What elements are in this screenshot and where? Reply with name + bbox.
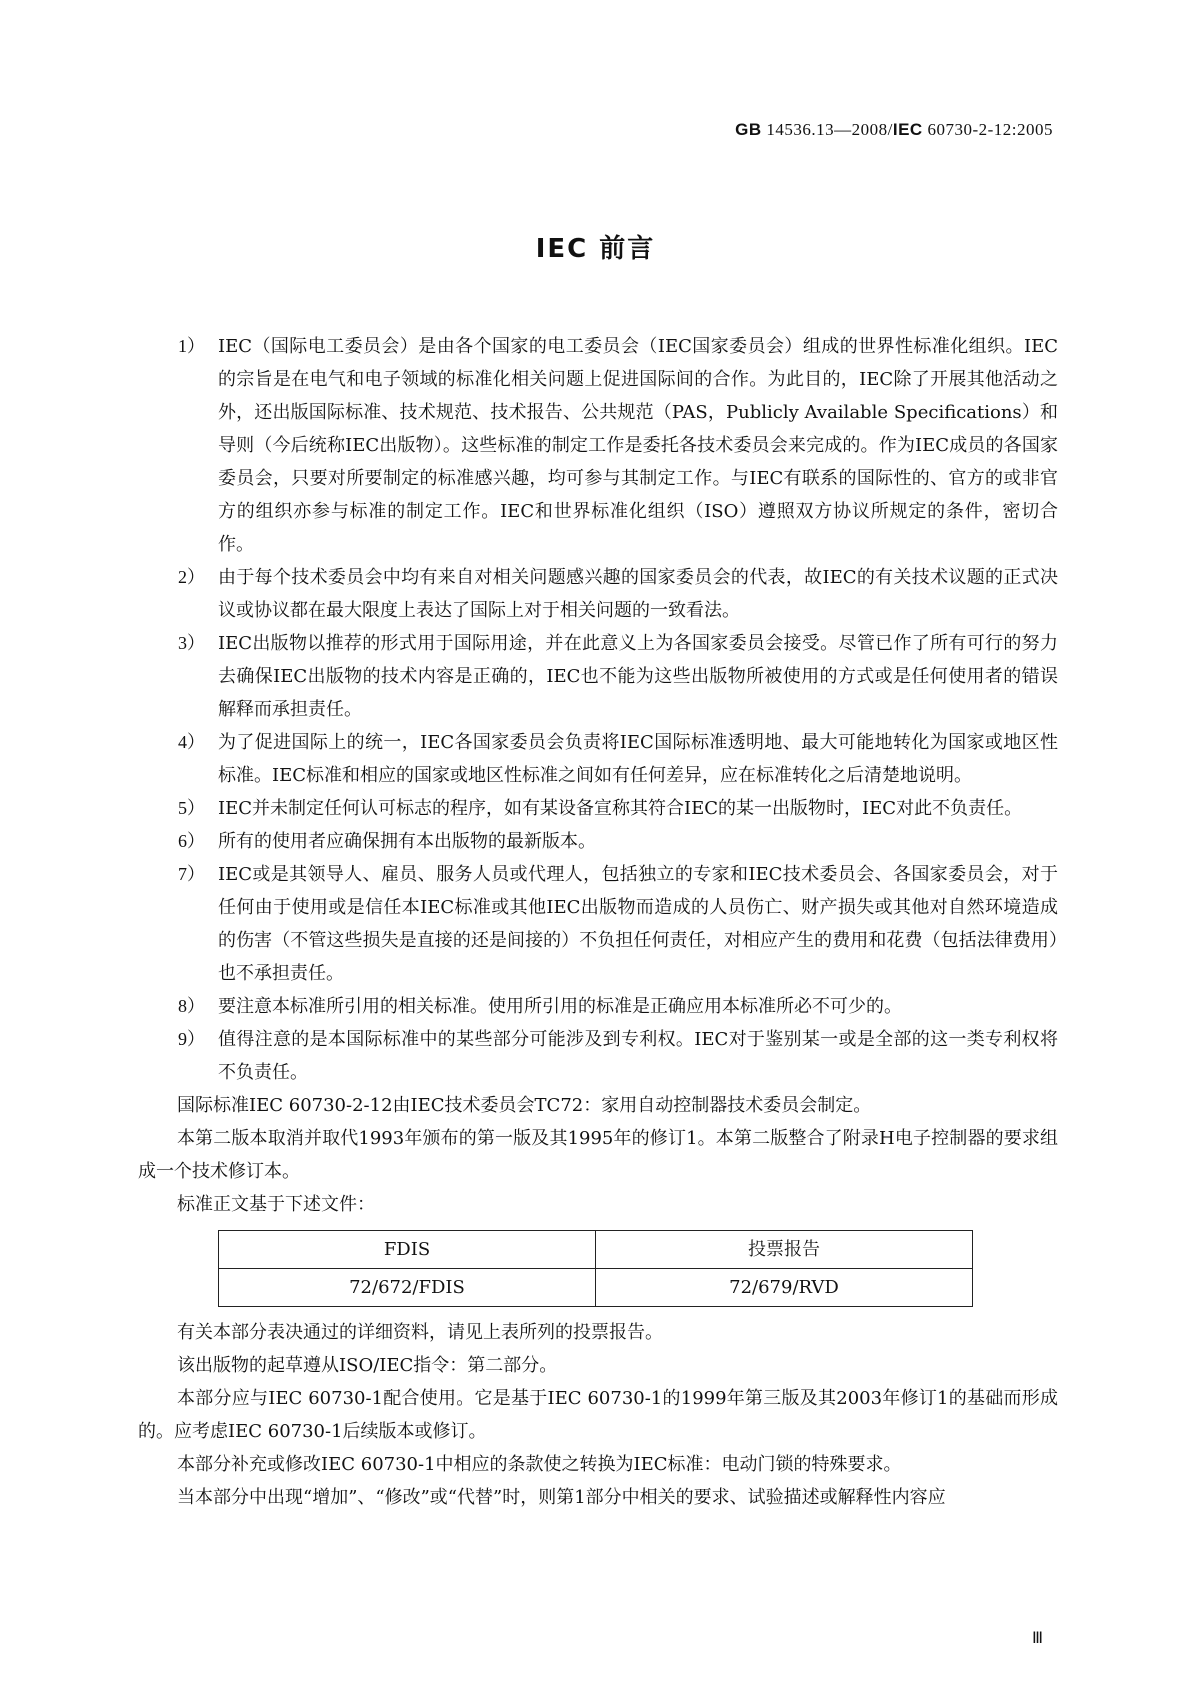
list-item — [138, 726, 1058, 792]
voting-table — [218, 1230, 973, 1307]
item-text: IEC并未制定任何认可标志的程序，如有某设备宣称其符合IEC的某一出版物时，IEC对此不负责任。 — [218, 798, 1023, 819]
table-cell-fdis: 72/672/FDIS — [219, 1269, 596, 1307]
list-item — [138, 561, 1058, 627]
list-item — [138, 627, 1058, 726]
header-number: 14536.13—2008/ — [766, 120, 893, 139]
item-number: 8） — [178, 996, 205, 1016]
list-item — [138, 792, 1058, 825]
table-row — [219, 1269, 973, 1307]
list-item — [138, 858, 1058, 990]
paragraph-supplement: 本部分补充或修改IEC 60730-1中相应的条款使之转换为IEC标准：电动门锁的特殊要求。 — [177, 1454, 902, 1475]
item-text: IEC或是其领导人、雇员、服务人员或代理人，包括独立的专家和IEC技术委员会、各国家委员会，对于任何由于使用或是信任本IEC标准或其他IEC出版物而造成的人员伤亡、财产损失或其他对自然环境造成的伤害（不管这些损失是直接的还是间接的）不负担任何责任，对相应产生的费用和花费（包括法律费用）也不承担责任。 — [218, 864, 1058, 984]
item-number: 4） — [178, 732, 205, 752]
page-content — [138, 330, 1058, 1514]
item-text: 为了促进国际上的统一，IEC各国家委员会负责将IEC国际标准透明地、最大可能地转化为国家或地区性标准。IEC标准和相应的国家或地区性标准之间如有任何差异，应在标准转化之后清楚地说明。 — [218, 732, 1058, 786]
page-number: Ⅲ — [1031, 1630, 1043, 1647]
page-title: IEC 前言 — [535, 234, 656, 264]
header-iec-number: 60730-2-12:2005 — [927, 120, 1053, 139]
paragraph-tc72: 国际标准IEC 60730-2-12由IEC技术委员会TC72：家用自动控制器技术委员会制定。 — [177, 1095, 872, 1116]
item-text: IEC出版物以推荐的形式用于国际用途，并在此意义上为各国家委员会接受。尽管已作了所有可行的努力去确保IEC出版物的技术内容是正确的，IEC也不能为这些出版物所被使用的方式或是任何使用者的错误解释而承担责任。 — [218, 633, 1058, 720]
paragraph-edition: 本第二版本取消并取代1993年颁布的第一版及其1995年的修订1。本第二版整合了附录H电子控制器的要求组成一个技术修订本。 — [138, 1128, 1058, 1182]
table-cell-rvd: 72/679/RVD — [596, 1269, 973, 1307]
paragraph-directives: 该出版物的起草遵从ISO/IEC指令：第二部分。 — [177, 1355, 558, 1376]
item-number: 5） — [178, 798, 205, 818]
item-number: 3） — [178, 633, 205, 653]
item-number: 2） — [178, 567, 205, 587]
list-item — [138, 330, 1058, 561]
item-text: 所有的使用者应确保拥有本出版物的最新版本。 — [218, 831, 596, 852]
item-text: 由于每个技术委员会中均有来自对相关问题感兴趣的国家委员会的代表，故IEC的有关技术议题的正式决议或协议都在最大限度上表达了国际上对于相关问题的一致看法。 — [218, 567, 1058, 621]
header-iec: IEC — [892, 120, 923, 139]
paragraph-vote-details: 有关本部分表决通过的详细资料，请见上表所列的投票报告。 — [177, 1322, 663, 1343]
item-number: 1） — [178, 336, 205, 356]
item-number: 7） — [178, 864, 205, 884]
paragraph-based-on: 标准正文基于下述文件： — [177, 1194, 375, 1215]
header-gb: GB — [735, 120, 762, 139]
table-header-vote-report: 投票报告 — [596, 1231, 973, 1269]
item-text: 值得注意的是本国际标准中的某些部分可能涉及到专利权。IEC对于鉴别某一或是全部的这一类专利权将不负责任。 — [218, 1029, 1058, 1083]
list-item — [138, 825, 1058, 858]
list-item — [138, 990, 1058, 1023]
item-number: 6） — [178, 831, 205, 851]
table-header-row — [219, 1231, 973, 1269]
item-text: IEC（国际电工委员会）是由各个国家的电工委员会（IEC国家委员会）组成的世界性标准化组织。IEC的宗旨是在电气和电子领域的标准化相关问题上促进国际间的合作。为此目的，IEC除了开展其他活动之外，还出版国际标准、技术规范、技术报告、公共规范（PAS，Publicly Available Specifications）和导则（今后统称IEC出版物）。这些标准的制定工作是委托各技术委员会来完成的。作为IEC成员的各国家委员会，只要对所要制定的标准感兴趣，均可参与其制定工作。与IEC有联系的国际性的、官方的或非官方的组织亦参与标准的制定工作。IEC和世界标准化组织（ISO）遵照双方协议所规定的条件，密切合作。 — [218, 336, 1058, 555]
item-text: 要注意本标准所引用的相关标准。使用所引用的标准是正确应用本标准所必不可少的。 — [218, 996, 902, 1017]
paragraph-additions: 当本部分中出现“增加”、“修改”或“代替”时，则第1部分中相关的要求、试验描述或解释性内容应 — [177, 1487, 946, 1508]
item-number: 9） — [178, 1029, 205, 1049]
document-header — [735, 120, 1053, 140]
list-item — [138, 1023, 1058, 1089]
paragraph-usage: 本部分应与IEC 60730-1配合使用。它是基于IEC 60730-1的1999年第三版及其2003年修订1的基础而形成的。应考虑IEC 60730-1后续版本或修订。 — [138, 1388, 1058, 1442]
table-header-fdis: FDIS — [219, 1231, 596, 1269]
